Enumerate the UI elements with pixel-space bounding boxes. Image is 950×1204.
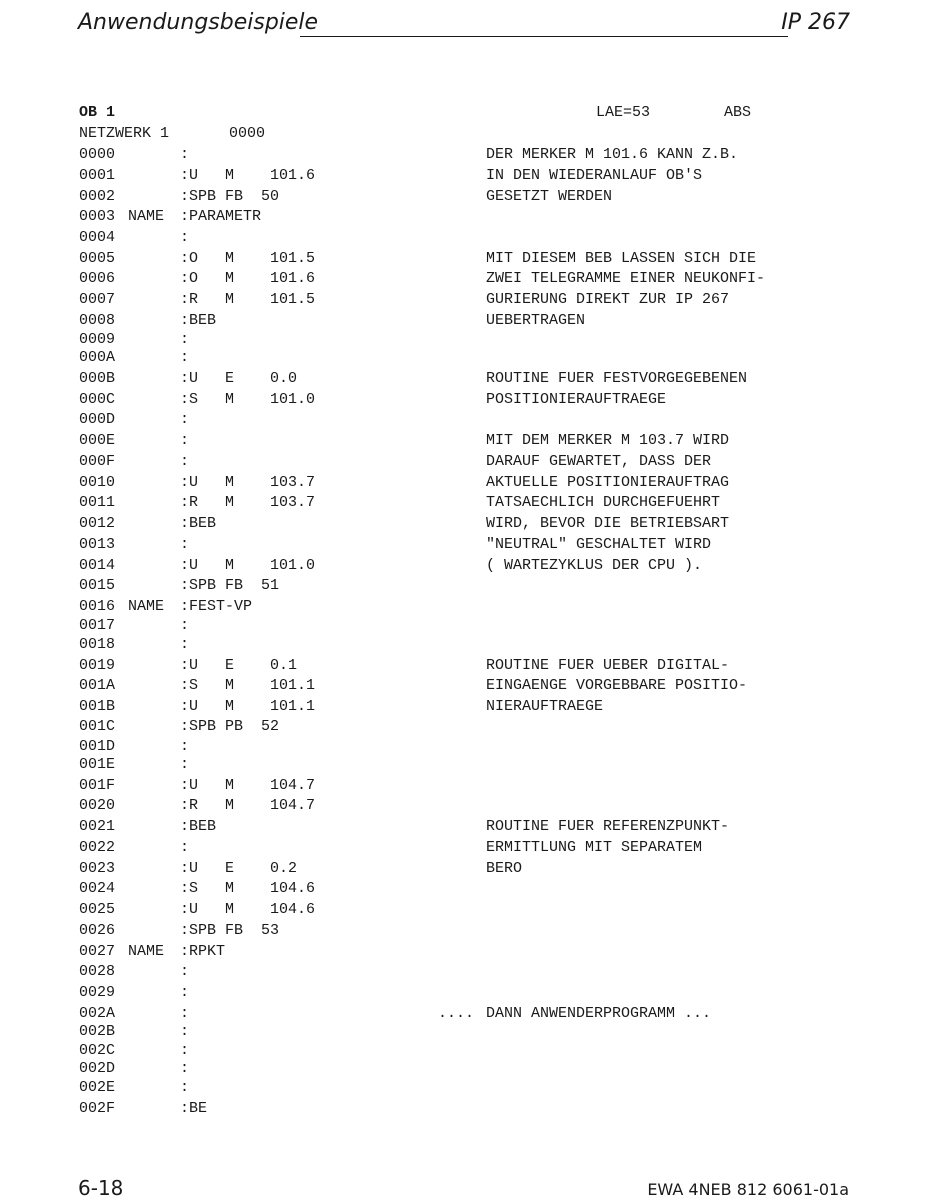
line-address: 0000 bbox=[79, 146, 116, 163]
comment-line: ROUTINE FUER UEBER DIGITAL- bbox=[486, 657, 730, 674]
line-address: 000B bbox=[79, 370, 116, 387]
comment-line: NIERAUFTRAEGE bbox=[486, 698, 604, 715]
line-instruction: :U M 104.7 bbox=[180, 777, 316, 794]
line-address: 0026 bbox=[79, 922, 116, 939]
line-address: 0008 bbox=[79, 312, 116, 329]
line-address: 0029 bbox=[79, 984, 116, 1001]
comment-line: ( WARTEZYKLUS DER CPU ). bbox=[486, 557, 703, 574]
header-product: IP 267 bbox=[781, 10, 850, 35]
line-address: 0019 bbox=[79, 657, 116, 674]
line-address: 001E bbox=[79, 756, 116, 773]
comment-line: GESETZT WERDEN bbox=[486, 188, 613, 205]
line-address: 0021 bbox=[79, 818, 116, 835]
line-instruction: : bbox=[180, 536, 190, 553]
line-address: 000A bbox=[79, 349, 116, 366]
line-address: 0010 bbox=[79, 474, 116, 491]
line-instruction: :SPB FB 50 bbox=[180, 188, 280, 205]
line-address: 002F bbox=[79, 1100, 116, 1117]
block-title: OB 1 bbox=[79, 104, 116, 121]
line-instruction: :U E 0.2 bbox=[180, 860, 298, 877]
line-label: NAME bbox=[128, 943, 165, 960]
line-address: 0017 bbox=[79, 617, 116, 634]
line-instruction: :U M 101.1 bbox=[180, 698, 316, 715]
line-instruction: : bbox=[180, 1023, 190, 1040]
line-address: 000F bbox=[79, 453, 116, 470]
comment-line: IN DEN WIEDERANLAUF OB'S bbox=[486, 167, 703, 184]
line-instruction: :S M 104.6 bbox=[180, 880, 316, 897]
line-address: 0027 bbox=[79, 943, 116, 960]
line-address: 0005 bbox=[79, 250, 116, 267]
line-instruction: :S M 101.1 bbox=[180, 677, 316, 694]
comment-line: MIT DIESEM BEB LASSEN SICH DIE bbox=[486, 250, 757, 267]
line-instruction: : bbox=[180, 636, 190, 653]
header-title: Anwendungsbeispiele bbox=[78, 10, 319, 35]
line-address: 0006 bbox=[79, 270, 116, 287]
line-instruction: : bbox=[180, 1042, 190, 1059]
line-instruction: : bbox=[180, 963, 190, 980]
line-address: 002E bbox=[79, 1079, 116, 1096]
comment-line: "NEUTRAL" GESCHALTET WIRD bbox=[486, 536, 712, 553]
line-label: NAME bbox=[128, 208, 165, 225]
comment-line: BERO bbox=[486, 860, 523, 877]
line-address: 001D bbox=[79, 738, 116, 755]
line-instruction: : bbox=[180, 1079, 190, 1096]
line-address: 0012 bbox=[79, 515, 116, 532]
line-address: 002C bbox=[79, 1042, 116, 1059]
line-address: 000D bbox=[79, 411, 116, 428]
line-address: 001C bbox=[79, 718, 116, 735]
line-instruction: : bbox=[180, 984, 190, 1001]
line-instruction: :U E 0.0 bbox=[180, 370, 298, 387]
comment-line: ZWEI TELEGRAMME EINER NEUKONFI- bbox=[486, 270, 766, 287]
line-instruction: : bbox=[180, 229, 190, 246]
line-instruction: : bbox=[180, 453, 190, 470]
line-address: 0015 bbox=[79, 577, 116, 594]
comment-line: GURIERUNG DIREKT ZUR IP 267 bbox=[486, 291, 730, 308]
line-instruction: :BEB bbox=[180, 515, 217, 532]
comment-line: POSITIONIERAUFTRAEGE bbox=[486, 391, 667, 408]
line-instruction: : bbox=[180, 738, 190, 755]
comment-line: TATSAECHLICH DURCHGEFUEHRT bbox=[486, 494, 721, 511]
block-length: LAE=53 bbox=[596, 104, 651, 121]
line-instruction: :O M 101.6 bbox=[180, 270, 316, 287]
line-address: 001A bbox=[79, 677, 116, 694]
comment-line: WIRD, BEVOR DIE BETRIEBSART bbox=[486, 515, 730, 532]
line-address: 0007 bbox=[79, 291, 116, 308]
line-instruction: : bbox=[180, 839, 190, 856]
comment-line: ERMITTLUNG MIT SEPARATEM bbox=[486, 839, 703, 856]
line-instruction: : bbox=[180, 756, 190, 773]
line-instruction: :BEB bbox=[180, 312, 217, 329]
line-instruction: :RPKT bbox=[180, 943, 226, 960]
line-instruction: : bbox=[180, 411, 190, 428]
line-instruction: : bbox=[180, 349, 190, 366]
line-address: 0013 bbox=[79, 536, 116, 553]
line-address: 002B bbox=[79, 1023, 116, 1040]
line-instruction: :R M 103.7 bbox=[180, 494, 316, 511]
line-instruction: : bbox=[180, 331, 190, 348]
line-instruction: :FEST-VP bbox=[180, 598, 253, 615]
line-instruction: :U M 101.6 bbox=[180, 167, 316, 184]
line-instruction: :U M 103.7 bbox=[180, 474, 316, 491]
comment-line: DARAUF GEWARTET, DASS DER bbox=[486, 453, 712, 470]
line-address: 0020 bbox=[79, 797, 116, 814]
line-instruction: :S M 101.0 bbox=[180, 391, 316, 408]
line-instruction: :R M 101.5 bbox=[180, 291, 316, 308]
line-instruction: :U E 0.1 bbox=[180, 657, 298, 674]
line-address: 0009 bbox=[79, 331, 116, 348]
line-address: 0023 bbox=[79, 860, 116, 877]
comment-line: AKTUELLE POSITIONIERAUFTRAG bbox=[486, 474, 730, 491]
line-address: 0028 bbox=[79, 963, 116, 980]
line-address: 0001 bbox=[79, 167, 116, 184]
line-instruction: :BE bbox=[180, 1100, 208, 1117]
comment-line: EINGAENGE VORGEBBARE POSITIO- bbox=[486, 677, 748, 694]
line-instruction: : bbox=[180, 1060, 190, 1077]
line-instruction: :BEB bbox=[180, 818, 217, 835]
trailer-text: DANN ANWENDERPROGRAMM ... bbox=[486, 1005, 712, 1022]
line-address: 002D bbox=[79, 1060, 116, 1077]
line-address: 000E bbox=[79, 432, 116, 449]
line-instruction: : bbox=[180, 146, 190, 163]
comment-line: MIT DEM MERKER M 103.7 WIRD bbox=[486, 432, 730, 449]
trailer-dots: .... bbox=[438, 1005, 475, 1022]
network-address: 0000 bbox=[229, 125, 266, 142]
line-label: NAME bbox=[128, 598, 165, 615]
line-address: 0004 bbox=[79, 229, 116, 246]
header-rule bbox=[300, 36, 788, 37]
line-address: 0018 bbox=[79, 636, 116, 653]
line-instruction: :SPB FB 51 bbox=[180, 577, 280, 594]
line-instruction: :O M 101.5 bbox=[180, 250, 316, 267]
line-instruction: :SPB FB 53 bbox=[180, 922, 280, 939]
line-instruction: : bbox=[180, 617, 190, 634]
line-instruction: : bbox=[180, 1005, 190, 1022]
line-address: 0016 bbox=[79, 598, 116, 615]
comment-line: ROUTINE FUER FESTVORGEGEBENEN bbox=[486, 370, 748, 387]
line-address: 002A bbox=[79, 1005, 116, 1022]
line-address: 001F bbox=[79, 777, 116, 794]
line-address: 0022 bbox=[79, 839, 116, 856]
line-address: 0024 bbox=[79, 880, 116, 897]
line-instruction: :PARAMETR bbox=[180, 208, 262, 225]
block-abs: ABS bbox=[724, 104, 752, 121]
comment-line: ROUTINE FUER REFERENZPUNKT- bbox=[486, 818, 730, 835]
line-instruction: :U M 101.0 bbox=[180, 557, 316, 574]
document-code: EWA 4NEB 812 6061-01a bbox=[647, 1180, 849, 1199]
line-address: 0002 bbox=[79, 188, 116, 205]
comment-line: UEBERTRAGEN bbox=[486, 312, 586, 329]
network-label: NETZWERK 1 bbox=[79, 125, 170, 142]
line-address: 0003 bbox=[79, 208, 116, 225]
line-address: 001B bbox=[79, 698, 116, 715]
line-address: 0014 bbox=[79, 557, 116, 574]
line-instruction: : bbox=[180, 432, 190, 449]
line-address: 000C bbox=[79, 391, 116, 408]
line-instruction: :U M 104.6 bbox=[180, 901, 316, 918]
page-number: 6-18 bbox=[78, 1176, 124, 1200]
line-instruction: :SPB PB 52 bbox=[180, 718, 280, 735]
line-address: 0011 bbox=[79, 494, 116, 511]
line-address: 0025 bbox=[79, 901, 116, 918]
comment-line: DER MERKER M 101.6 KANN Z.B. bbox=[486, 146, 739, 163]
line-instruction: :R M 104.7 bbox=[180, 797, 316, 814]
